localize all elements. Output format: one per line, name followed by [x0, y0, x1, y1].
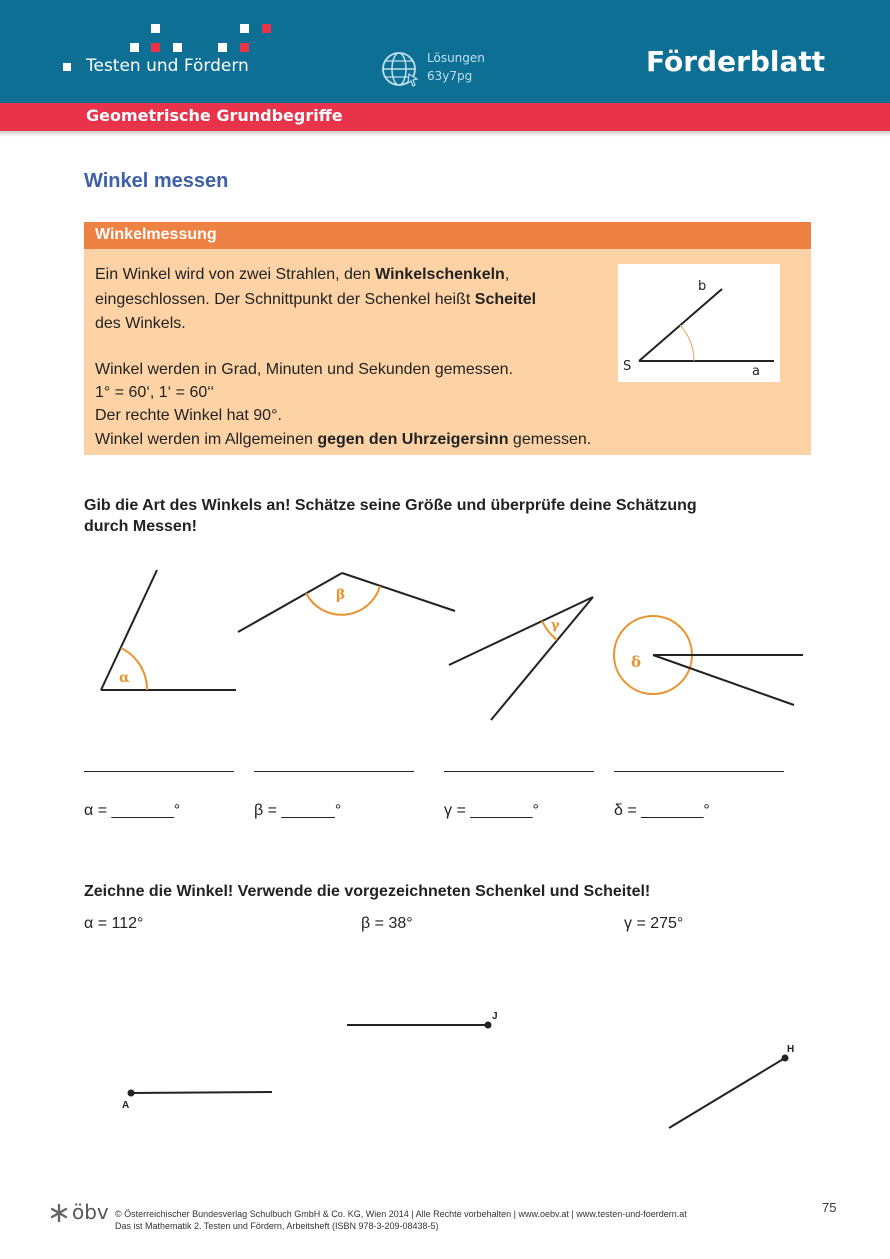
- angle-label-delta: δ: [631, 653, 642, 671]
- target-angle-alpha: α = 112°: [84, 915, 144, 932]
- angle-label-alpha: α: [119, 670, 130, 686]
- point-label-j: J: [492, 1011, 498, 1022]
- globe-icon[interactable]: [381, 50, 419, 88]
- obv-logo-text: öbv: [72, 1200, 109, 1224]
- info-line-4: Winkel werden in Grad, Minuten und Sekunden gemessen.: [95, 361, 514, 378]
- solutions-code[interactable]: 63y7pg: [427, 69, 473, 83]
- info-line-2: eingeschlossen. Der Schnittpunkt der Schenkel heißt Scheitel: [95, 291, 537, 308]
- brand-name: Testen und Fördern: [86, 56, 249, 76]
- angle-label-beta: β: [336, 587, 346, 603]
- vertex-label-s: S: [623, 359, 632, 374]
- answer-delta[interactable]: δ = _______°: [614, 802, 710, 819]
- angle-definition-diagram: [618, 264, 780, 382]
- info-line-3: des Winkels.: [95, 315, 186, 332]
- angle-label-gamma: γ: [551, 618, 560, 633]
- task1-instruction-line1: Gib die Art des Winkels an! Schätze seine Größe und überprüfe deine Schätzung: [84, 497, 697, 514]
- angle-type-blank-1[interactable]: [84, 771, 234, 772]
- angle-type-blank-2[interactable]: [254, 771, 414, 772]
- arm-label-a: a: [752, 364, 760, 379]
- info-box-heading: Winkelmessung: [95, 226, 217, 243]
- target-angle-gamma: γ = 275°: [624, 915, 684, 932]
- info-line-1: Ein Winkel wird von zwei Strahlen, den Winkelschenkeln,: [95, 266, 510, 283]
- footer-copyright: © Österreichischer Bundesverlag Schulbuch GmbH & Co. KG, Wien 2014 | Alle Rechte vorbehalten | www.oebv.at | www.testen-und-foerdern.at: [115, 1209, 687, 1219]
- info-line-7: Winkel werden im Allgemeinen gegen den Uhrzeigersinn gemessen.: [95, 431, 592, 448]
- task2-drawing-area[interactable]: [0, 1000, 890, 1140]
- answer-gamma[interactable]: γ = _______°: [444, 802, 539, 819]
- task2-instruction: Zeichne die Winkel! Verwende die vorgezeichneten Schenkel und Scheitel!: [84, 883, 651, 900]
- obv-logo-icon: [48, 1202, 70, 1224]
- task1-instruction-line2: durch Messen!: [84, 518, 197, 535]
- answer-beta[interactable]: β = ______°: [254, 802, 342, 819]
- angle-type-blank-4[interactable]: [614, 771, 784, 772]
- sheet-type: Förderblatt: [646, 45, 826, 78]
- angle-type-blank-3[interactable]: [444, 771, 594, 772]
- point-label-h: H: [787, 1044, 795, 1055]
- subject-title: Geometrische Grundbegriffe: [86, 106, 343, 125]
- arm-label-b: b: [698, 279, 707, 294]
- info-line-6: Der rechte Winkel hat 90°.: [95, 407, 282, 424]
- header-shadow: [0, 131, 890, 137]
- solutions-label[interactable]: Lösungen: [427, 51, 485, 65]
- point-label-a: A: [122, 1100, 130, 1111]
- footer-isbn: Das ist Mathematik 2. Testen und Fördern, Arbeitsheft (ISBN 978-3-209-08438-5): [115, 1221, 439, 1231]
- answer-alpha[interactable]: α = _______°: [84, 802, 181, 819]
- target-angle-beta: β = 38°: [361, 915, 413, 932]
- task1-angles: [0, 555, 890, 735]
- page-title: Winkel messen: [84, 170, 229, 192]
- info-line-5: 1° = 60‘, 1‘ = 60‘‘: [95, 384, 215, 401]
- page-number: 75: [822, 1200, 837, 1215]
- brand-bullet: [63, 63, 71, 71]
